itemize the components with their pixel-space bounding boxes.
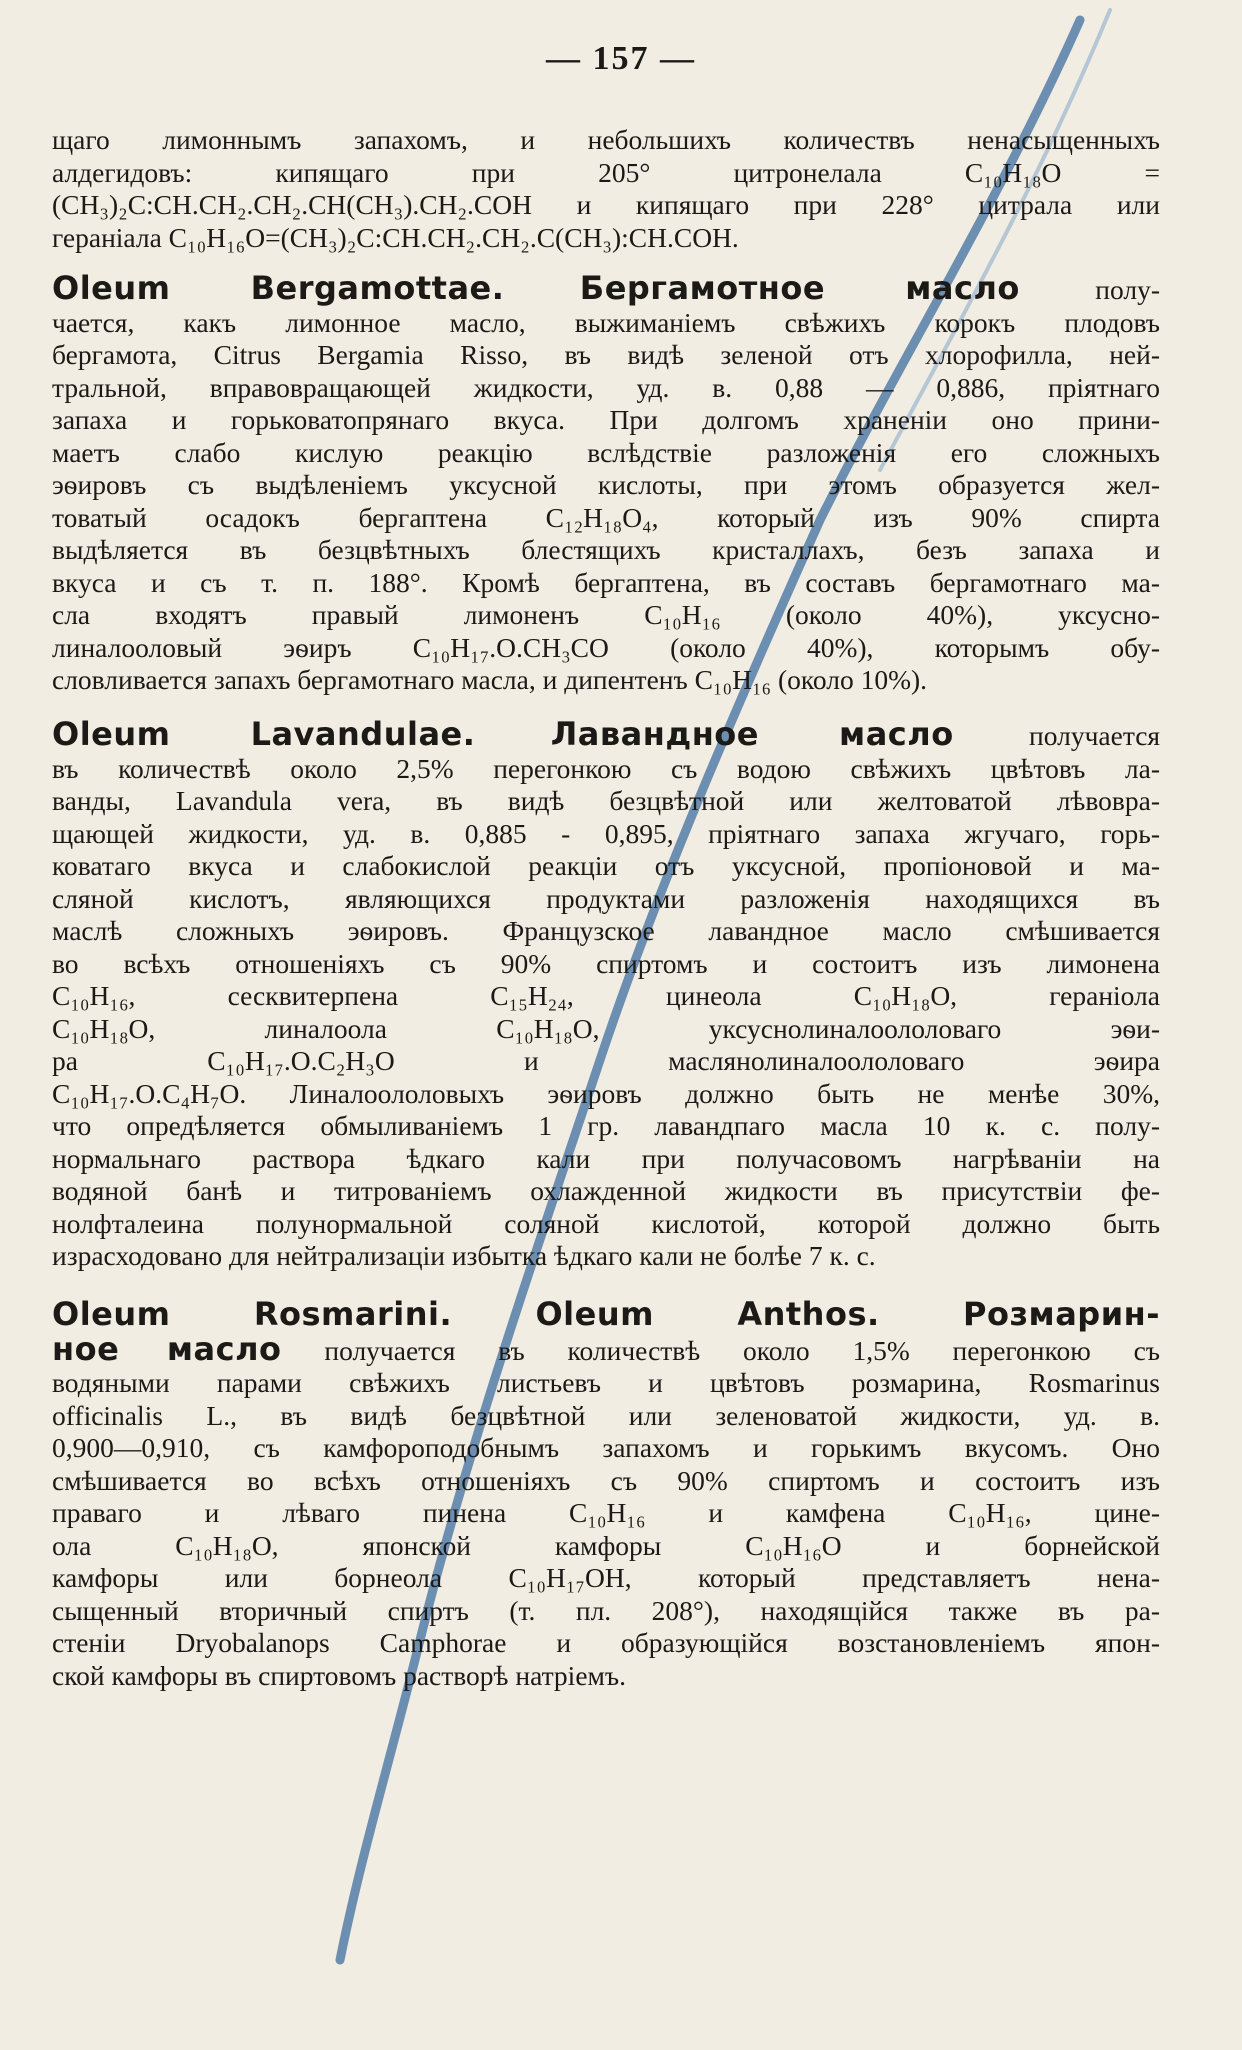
page-number: — 157 — bbox=[546, 40, 696, 77]
text-line: ола C₁₀H₁₈O, японской камфоры C₁₀H₁₆O и борнейской bbox=[52, 1529, 1160, 1561]
text-line: маетъ слабо кислую реакцію вслѣдствіе разложенія его сложныхъ bbox=[52, 436, 1160, 468]
text-line: бергамота, Citrus Bergamia Risso, въ видѣ зеленой отъ хлорофилла, ней- bbox=[52, 339, 1160, 370]
text-line: щаго лимоннымъ запахомъ, и небольшихъ количествъ ненасыщенныхъ bbox=[52, 124, 1160, 155]
text-line: израсходовано для нейтрализаціи избытка ѣдкаго кали не болѣе 7 к. с. bbox=[52, 1240, 876, 1271]
text-line: что опредѣляется обмыливаніемъ 1 гр. лавандпаго масла 10 к. с. полу- bbox=[52, 1110, 1160, 1141]
text-line: эѳировъ съ выдѣленіемъ уксусной кислоты, при этомъ образуется жел- bbox=[52, 469, 1160, 500]
section-heading-line bbox=[52, 718, 1160, 753]
text-line: въ количествѣ около 2,5% перегонкою съ водою свѣжихъ цвѣтовъ ла- bbox=[52, 752, 1160, 784]
section-heading-line bbox=[52, 1298, 1160, 1333]
text-line: смѣшивается во всѣхъ отношеніяхъ съ 90% спиртомъ и состоитъ изъ bbox=[52, 1464, 1160, 1496]
text-line: сыщенный вторичный спиртъ (т. пл. 208°), находящійся также въ ра- bbox=[52, 1594, 1160, 1626]
text-line: щающей жидкости, уд. в. 0,885 - 0,895, пріятнаго запаха жгучаго, горь- bbox=[52, 817, 1160, 849]
text-line: ской камфоры въ спиртовомъ растворѣ натріемъ. bbox=[52, 1659, 627, 1691]
heading-latin: Oleum Rosmarini. Oleum Anthos. Розмарин- bbox=[52, 1298, 1160, 1333]
heading-russian: ное масло bbox=[52, 1332, 282, 1367]
text-line: выдѣляется въ безцвѣтныхъ блестящихъ кристаллахъ, безъ запаха и bbox=[52, 534, 1160, 565]
text-line: сляной кислотъ, являющихся продуктами разложенія находящихся въ bbox=[52, 882, 1160, 914]
section-heading-line bbox=[52, 1333, 1160, 1368]
heading-russian: Лавандное масло bbox=[550, 718, 954, 753]
text-line: C₁₀H₁₇.O.C₄H₇O. Линалоололовыхъ эѳировъ должно быть не менѣе 30%, bbox=[52, 1077, 1160, 1109]
text-line: ра C₁₀H₁₇.O.C₂H₃O и маслянолиналоололоваго эѳира bbox=[52, 1045, 1160, 1076]
text-line: товатый осадокъ бергаптена C₁₂H₁₈O₄, который изъ 90% спирта bbox=[52, 501, 1160, 533]
text-line: запаха и горьковатопрянаго вкуса. При долгомъ храненіи оно прини- bbox=[52, 404, 1160, 435]
heading-line-continuation: получается bbox=[1029, 720, 1160, 751]
text-line: 0,900—0,910, съ камфороподобнымъ запахомъ и горькимъ вкусомъ. Оно bbox=[52, 1432, 1160, 1463]
text-line: водяными парами свѣжихъ листьевъ и цвѣтовъ розмарина, Rosmarinus bbox=[52, 1367, 1160, 1398]
continued-paragraph bbox=[52, 124, 1160, 254]
text-line: маслѣ сложныхъ эѳировъ. Французское лавандное масло смѣшивается bbox=[52, 915, 1160, 946]
text-line: водяной банѣ и титрованіемъ охлажденной жидкости въ присутствіи фе- bbox=[52, 1175, 1160, 1206]
text-line: коватаго вкуса и слабокислой реакціи отъ уксусной, пропіоновой и ма- bbox=[52, 850, 1160, 881]
section-heading-line bbox=[52, 272, 1160, 307]
text-line: праваго и лѣваго пинена C₁₀H₁₆ и камфена C₁₀H₁₆, цине- bbox=[52, 1497, 1160, 1528]
text-line: стеніи Dryobalanops Camphorae и образующійся возстановленіемъ япон- bbox=[52, 1627, 1160, 1658]
text-line: нолфталеина полунормальной соляной кислотой, которой должно быть bbox=[52, 1207, 1160, 1239]
text-line: алдегидовъ: кипящаго при 205° цитронелала C₁₀H₁₈O = bbox=[52, 156, 1160, 188]
heading-line-continuation: полу- bbox=[1095, 274, 1160, 305]
text-line: камфоры или борнеола C₁₀H₁₇OH, который представляетъ нена- bbox=[52, 1562, 1160, 1593]
text-line: гераніала C₁₀H₁₆O=(CH₃)₂C:CH.CH₂.CH₂.C(CH₃):CH.COH. bbox=[52, 221, 739, 253]
section-bergamot bbox=[52, 272, 1160, 697]
text-line: во всѣхъ отношеніяхъ съ 90% спиртомъ и состоитъ изъ лимонена bbox=[52, 947, 1160, 979]
section-rosemary bbox=[52, 1298, 1160, 1692]
text-line: тральной, вправовращающей жидкости, уд. в. 0,88 — 0,886, пріятнаго bbox=[52, 371, 1160, 403]
text-line: нормальнаго раствора ѣдкаго кали при получасовомъ нагрѣваніи на bbox=[52, 1142, 1160, 1174]
heading-line-continuation: получается въ количествѣ около 1,5% перегонкою съ bbox=[324, 1334, 1160, 1366]
text-line: (CH₃)₂C:CH.CH₂.CH₂.CH(CH₃).CH₂.COH и кипящаго при 228° цитрала или bbox=[52, 189, 1160, 220]
section-lavender bbox=[52, 718, 1160, 1273]
text-line: officinalis L., въ видѣ безцвѣтной или зеленоватой жидкости, уд. в. bbox=[52, 1399, 1160, 1431]
text-line: ванды, Lavandula vera, въ видѣ безцвѣтной или желтоватой лѣвовра- bbox=[52, 785, 1160, 816]
text-line: чается, какъ лимонное масло, выжиманіемъ свѣжихъ корокъ плодовъ bbox=[52, 306, 1160, 338]
heading-latin: Oleum Lavandulae. bbox=[52, 718, 476, 753]
text-line: C₁₀H₁₆, сесквитерпена C₁₅H₂₄, цинеола C₁₀H₁₈O, гераніола bbox=[52, 980, 1160, 1011]
text-line: словливается запахъ бергамотнаго масла, и дипентенъ C₁₀H₁₆ (около 10%). bbox=[52, 664, 928, 695]
text-line: линалооловый эѳиръ C₁₀H₁₇.O.CH₃CO (около 40%), которымъ обу- bbox=[52, 631, 1160, 663]
heading-russian: Бергамотное масло bbox=[579, 272, 1020, 307]
text-line: C₁₀H₁₈O, линалоола C₁₀H₁₈O, уксуснолиналоололоваго эѳи- bbox=[52, 1012, 1160, 1044]
heading-latin: Oleum Bergamottae. bbox=[52, 272, 505, 307]
text-line: сла входятъ правый лимоненъ C₁₀H₁₆ (около 40%), уксусно- bbox=[52, 599, 1160, 630]
text-line: вкуса и съ т. п. 188°. Кромѣ бергаптена, въ составъ бергамотнаго ма- bbox=[52, 566, 1160, 598]
